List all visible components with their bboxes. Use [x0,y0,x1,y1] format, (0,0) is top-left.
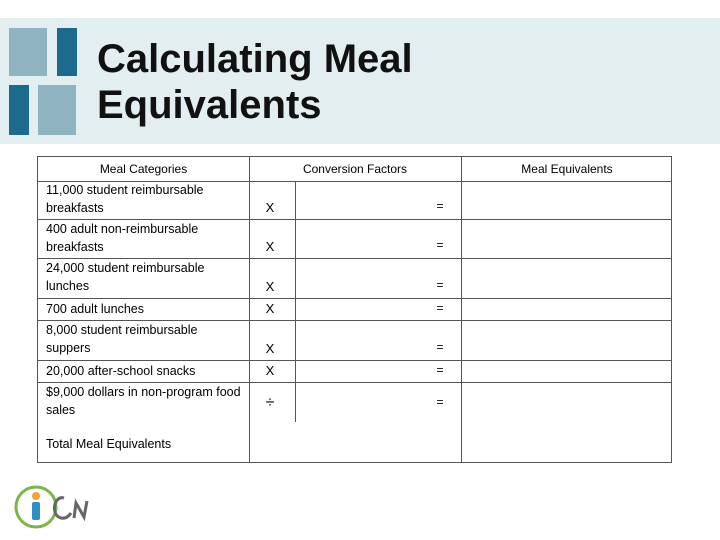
category-cell: 20,000 after-school snacks [46,364,196,378]
category-cell: 700 adult lunches [46,302,144,316]
decor-square [9,85,29,135]
equals-cell: = [436,301,444,315]
equals-cell: = [436,395,444,409]
equals-cell: = [436,238,444,252]
icn-logo-icon [14,485,94,530]
inner-divider [295,181,296,422]
operator-cell: X [265,363,275,378]
equals-cell: = [436,278,444,292]
slide-title [97,36,413,128]
column-divider [461,157,462,462]
operator-cell: X [265,200,275,215]
total-label: Total Meal Equivalents [46,437,172,451]
operator-cell: X [265,341,275,356]
row-divider [38,360,671,361]
category-cell: 11,000 student reimbursable breakfasts [46,183,204,215]
title-line-1: Calculating Meal [97,37,413,81]
decor-square [38,85,76,135]
category-cell: 400 adult non-reimbursable breakfasts [46,222,199,254]
title-line-2: Equivalents [97,83,322,127]
meal-equivalents-table [37,156,672,463]
header-conversion-factors: Conversion Factors [302,162,408,176]
category-cell: 8,000 student reimbursable suppers [46,323,198,355]
equals-cell: = [436,340,444,354]
category-cell: 24,000 student reimbursable lunches [46,261,205,293]
operator-cell: X [265,279,275,294]
equals-cell: = [436,363,444,377]
column-divider [249,157,250,462]
equals-cell: = [436,199,444,213]
operator-cell: ÷ [265,394,275,411]
header-meal-equivalents: Meal Equivalents [521,162,613,176]
category-cell: $9,000 dollars in non-program food sales [46,385,241,417]
operator-cell: X [265,301,275,316]
decor-square [57,28,77,76]
operator-cell: X [265,239,275,254]
header-meal-categories: Meal Categories [99,162,188,176]
row-divider [38,298,671,299]
decor-square [9,28,47,76]
